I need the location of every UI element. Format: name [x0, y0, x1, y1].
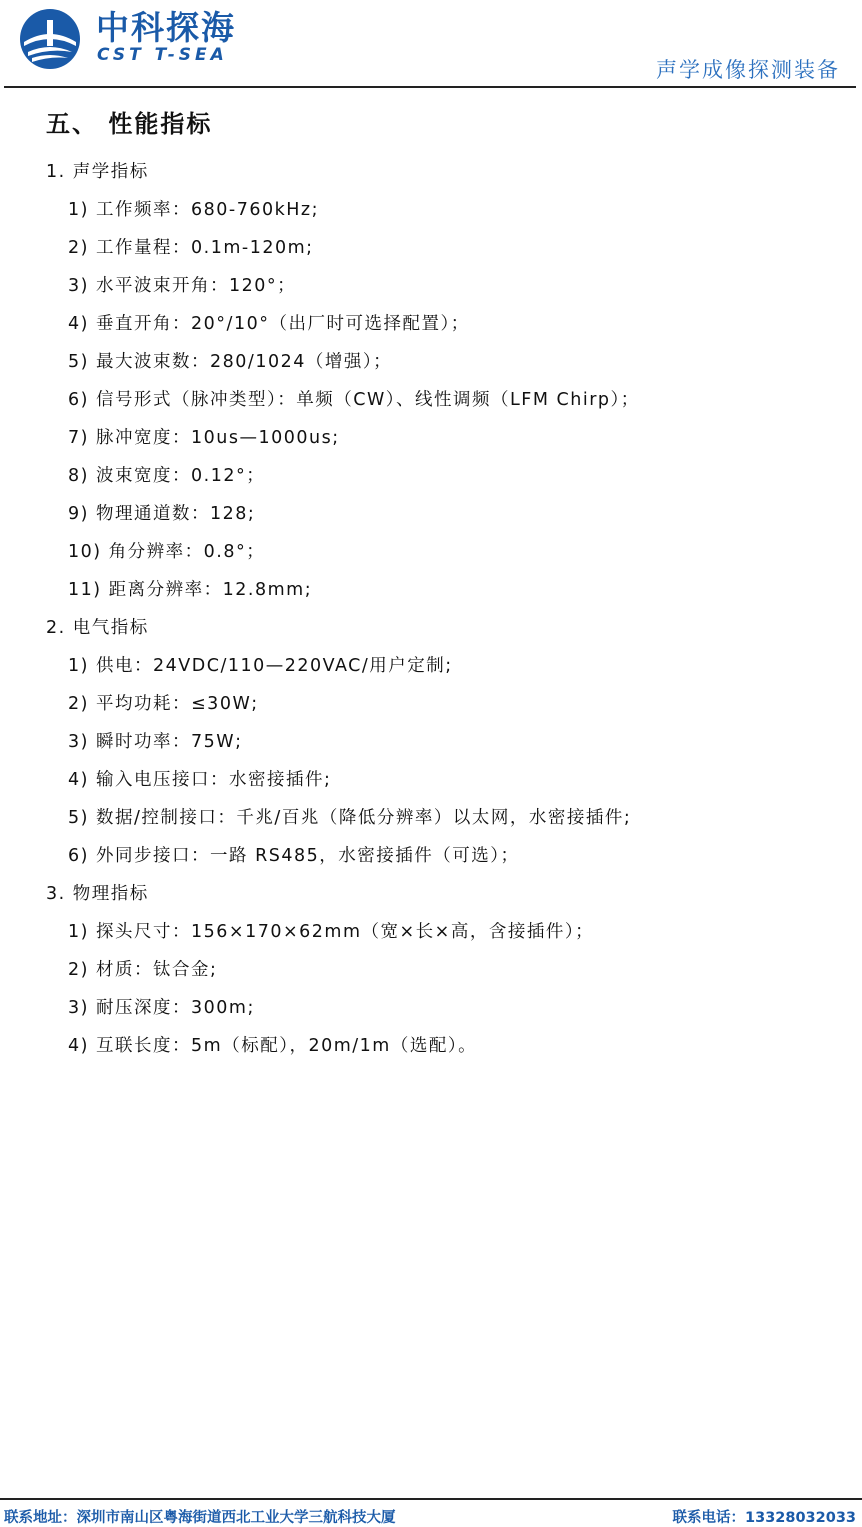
- spec-item: 10) 角分辨率：0.8°；: [68, 542, 266, 562]
- spec-item: 1) 探头尺寸：156×170×62mm（宽×长×高，含接插件）；: [68, 922, 595, 942]
- spec-item: 1) 供电：24VDC/110—220VAC/用户定制;: [68, 656, 453, 676]
- footer-divider: [0, 1498, 862, 1500]
- spec-item: 4) 互联长度：5m（标配），20m/1m（选配）。: [68, 1036, 478, 1056]
- subsection-heading: 1. 声学指标: [46, 162, 149, 182]
- spec-item: 2) 材质：钛合金;: [68, 960, 218, 980]
- footer-phone: 联系电话：13328032033: [672, 1510, 856, 1526]
- spec-item: 7) 脉冲宽度：10us—1000us;: [68, 428, 340, 448]
- section-title: 五、 性能指标: [46, 110, 213, 138]
- spec-item: 4) 输入电压接口：水密接插件;: [68, 770, 332, 790]
- subsection-heading: 2. 电气指标: [46, 618, 149, 638]
- spec-item: 8) 波束宽度：0.12°；: [68, 466, 266, 486]
- spec-item: 9) 物理通道数：128;: [68, 504, 256, 524]
- spec-item: 6) 信号形式（脉冲类型）：单频（CW）、线性调频（LFM Chirp）；: [68, 390, 640, 410]
- spec-item: 1) 工作频率：680-760kHz;: [68, 200, 320, 220]
- footer-address: 联系地址：深圳市南山区粤海街道西北工业大学三航科技大厦: [4, 1510, 396, 1526]
- spec-item: 3) 耐压深度：300m;: [68, 998, 255, 1018]
- spec-item: 5) 数据/控制接口：千兆/百兆（降低分辨率）以太网，水密接插件;: [68, 808, 632, 828]
- logo-text-cn: 中科探海: [96, 8, 236, 47]
- spec-item: 5) 最大波束数：280/1024（增强）；: [68, 352, 393, 372]
- company-logo-icon: [18, 8, 82, 70]
- page-header: [0, 0, 862, 90]
- spec-item: 4) 垂直开角：20°/10°（出厂时可选择配置）；: [68, 314, 470, 334]
- spec-item: 6) 外同步接口：一路 RS485，水密接插件（可选）；: [68, 846, 520, 866]
- spec-item: 3) 水平波束开角：120°；: [68, 276, 297, 296]
- spec-item: 2) 工作量程：0.1m-120m;: [68, 238, 314, 258]
- subsection-heading: 3. 物理指标: [46, 884, 149, 904]
- header-category-title: 声学成像探测装备: [656, 58, 840, 82]
- header-divider: [4, 86, 856, 88]
- spec-item: 2) 平均功耗：≤30W;: [68, 694, 259, 714]
- page-footer: [0, 1504, 862, 1526]
- spec-item: 11) 距离分辨率：12.8mm;: [68, 580, 313, 600]
- logo-text-en: CST T-SEA: [97, 45, 228, 65]
- spec-item: 3) 瞬时功率：75W;: [68, 732, 243, 752]
